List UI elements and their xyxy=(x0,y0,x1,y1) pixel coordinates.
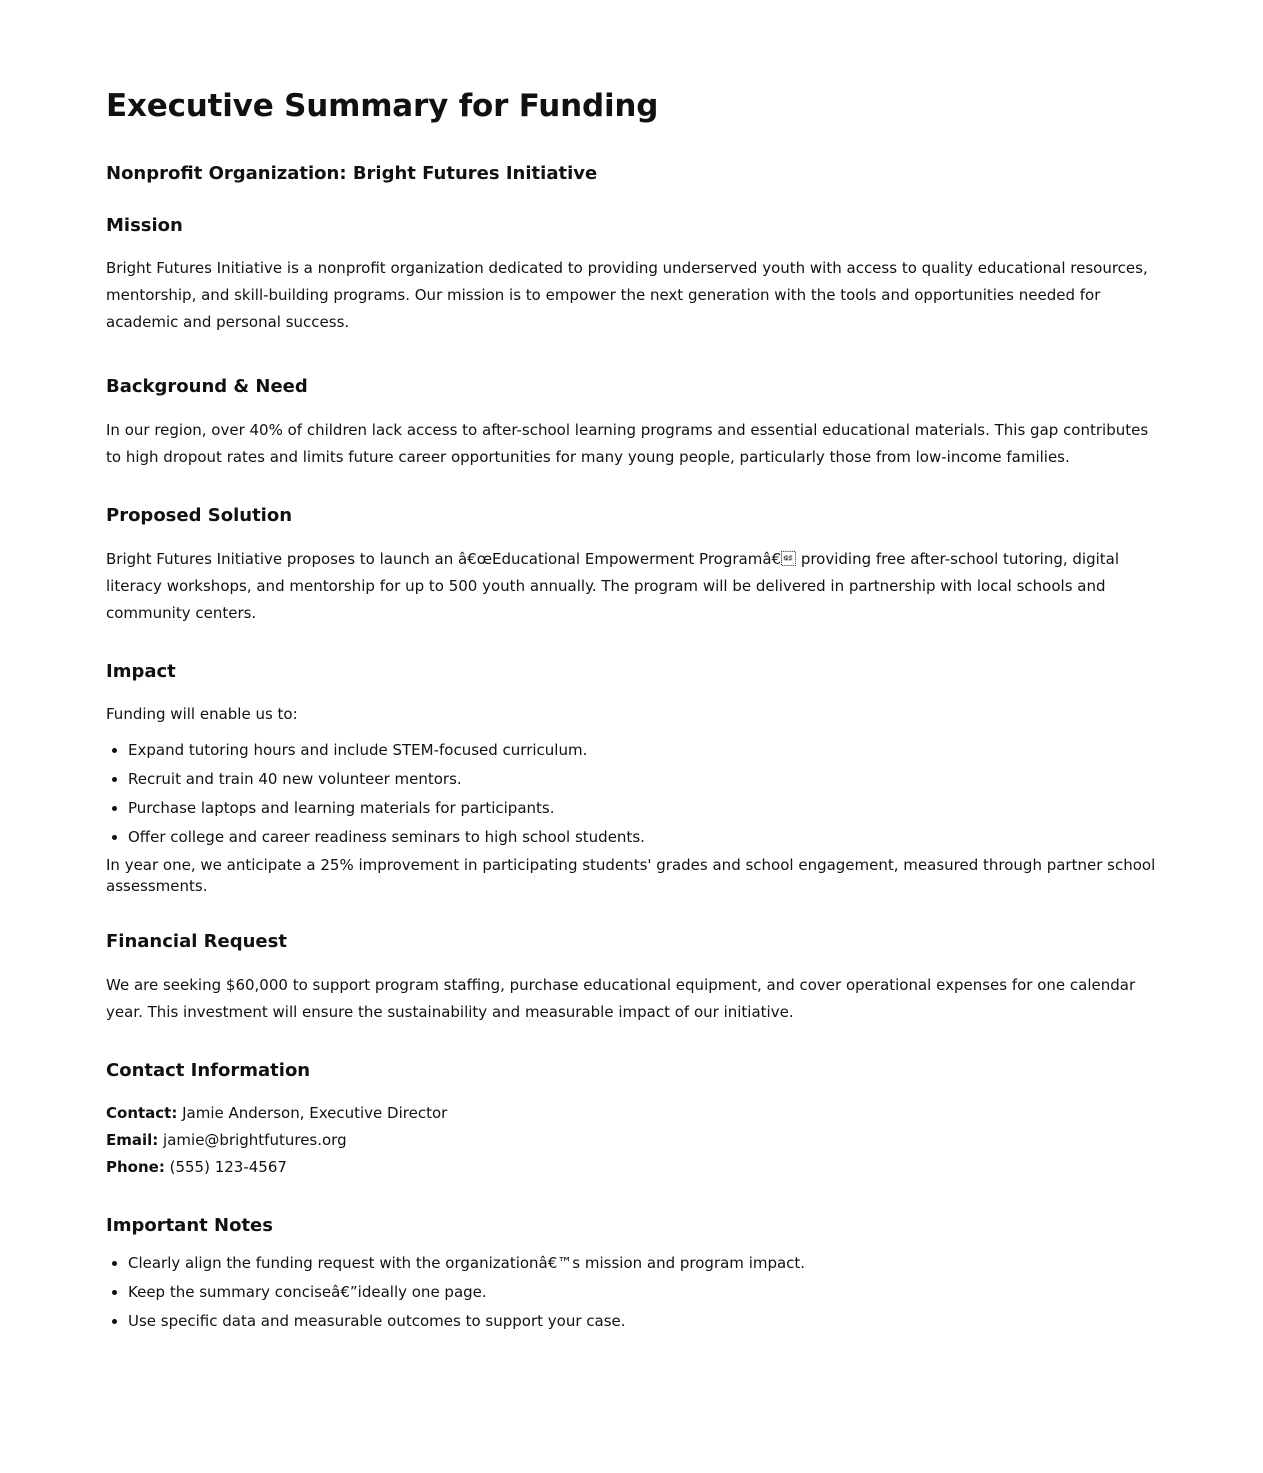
organization-name: Nonprofit Organization: Bright Futures Initiative xyxy=(106,163,598,185)
impact-intro: Funding will enable us to: xyxy=(106,705,298,724)
impact-list-item: • Recruit and train 40 new volunteer mentors. xyxy=(128,769,1166,789)
background-heading: Background & Need xyxy=(106,376,308,398)
impact-list-item: • Offer college and career readiness seminars to high school students. xyxy=(128,827,1166,847)
notes-list-item: • Clearly align the funding request with the organizationâ€™s mission and program impact. xyxy=(128,1253,1166,1273)
impact-section xyxy=(106,661,1166,898)
impact-outro: In year one, we anticipate a 25% improvement in participating students' grades and school engagement, measured through partner school assessments. xyxy=(106,856,1156,896)
contact-section xyxy=(106,1060,1166,1182)
mission-text: Bright Futures Initiative is a nonprofit organization dedicated to providing underserved youth with access to quality educational resources, mentorship, and skill-building programs. Our mission is to empower the next generation with the tools and opportunities needed for academic and personal success. xyxy=(106,259,1148,332)
financial-heading: Financial Request xyxy=(106,931,287,953)
notes-heading: Important Notes xyxy=(106,1215,273,1237)
financial-text: We are seeking $60,000 to support program staffing, purchase educational equipment, and cover operational expenses for one calendar year. This investment will ensure the sustainability and measurable impact of our initiative. xyxy=(106,975,1136,1021)
mission-heading: Mission xyxy=(106,214,183,236)
mission-section xyxy=(106,215,1166,337)
phone-value: (555) 123-4567 xyxy=(164,1158,287,1177)
email-value: jamie@brightfutures.org xyxy=(158,1131,347,1150)
impact-heading: Impact xyxy=(106,660,176,682)
impact-list xyxy=(106,740,1166,847)
solution-section xyxy=(106,505,1166,627)
solution-heading: Proposed Solution xyxy=(106,504,293,526)
contact-label: Contact: xyxy=(106,1104,178,1123)
notes-list-item: • Keep the summary conciseâ€”ideally one page. xyxy=(128,1282,1166,1302)
impact-list-item: • Expand tutoring hours and include STEM-focused curriculum. xyxy=(128,740,1166,760)
notes-list xyxy=(106,1253,1166,1331)
contact-line xyxy=(106,1100,1166,1127)
notes-list-item: • Use specific data and measurable outcomes to support your case. xyxy=(128,1311,1166,1331)
email-label: Email: xyxy=(106,1131,159,1150)
contact-value: Jamie Anderson, Executive Director xyxy=(177,1104,448,1123)
contact-heading: Contact Information xyxy=(106,1059,311,1081)
phone-label: Phone: xyxy=(106,1158,165,1177)
phone-line xyxy=(106,1154,1166,1181)
background-text: In our region, over 40% of children lack access to after-school learning programs and essential educational materials. This gap contributes to high dropout rates and limits future career opportunities for many young people, particularly those from low-income families. xyxy=(106,420,1149,466)
impact-list-item: • Purchase laptops and learning materials for participants. xyxy=(128,798,1166,818)
solution-text: Bright Futures Initiative proposes to launch an â€œEducational Empowerment Programâ€ providing free after-school tutoring, digital literacy workshops, and mentorship for up to 500 youth annually. The program will be delivered in partnership with local schools and community centers. xyxy=(106,549,1119,622)
notes-section xyxy=(106,1215,1166,1331)
email-line xyxy=(106,1127,1166,1154)
background-section xyxy=(106,376,1166,471)
page-title: Executive Summary for Funding xyxy=(106,88,659,124)
financial-section xyxy=(106,931,1166,1026)
